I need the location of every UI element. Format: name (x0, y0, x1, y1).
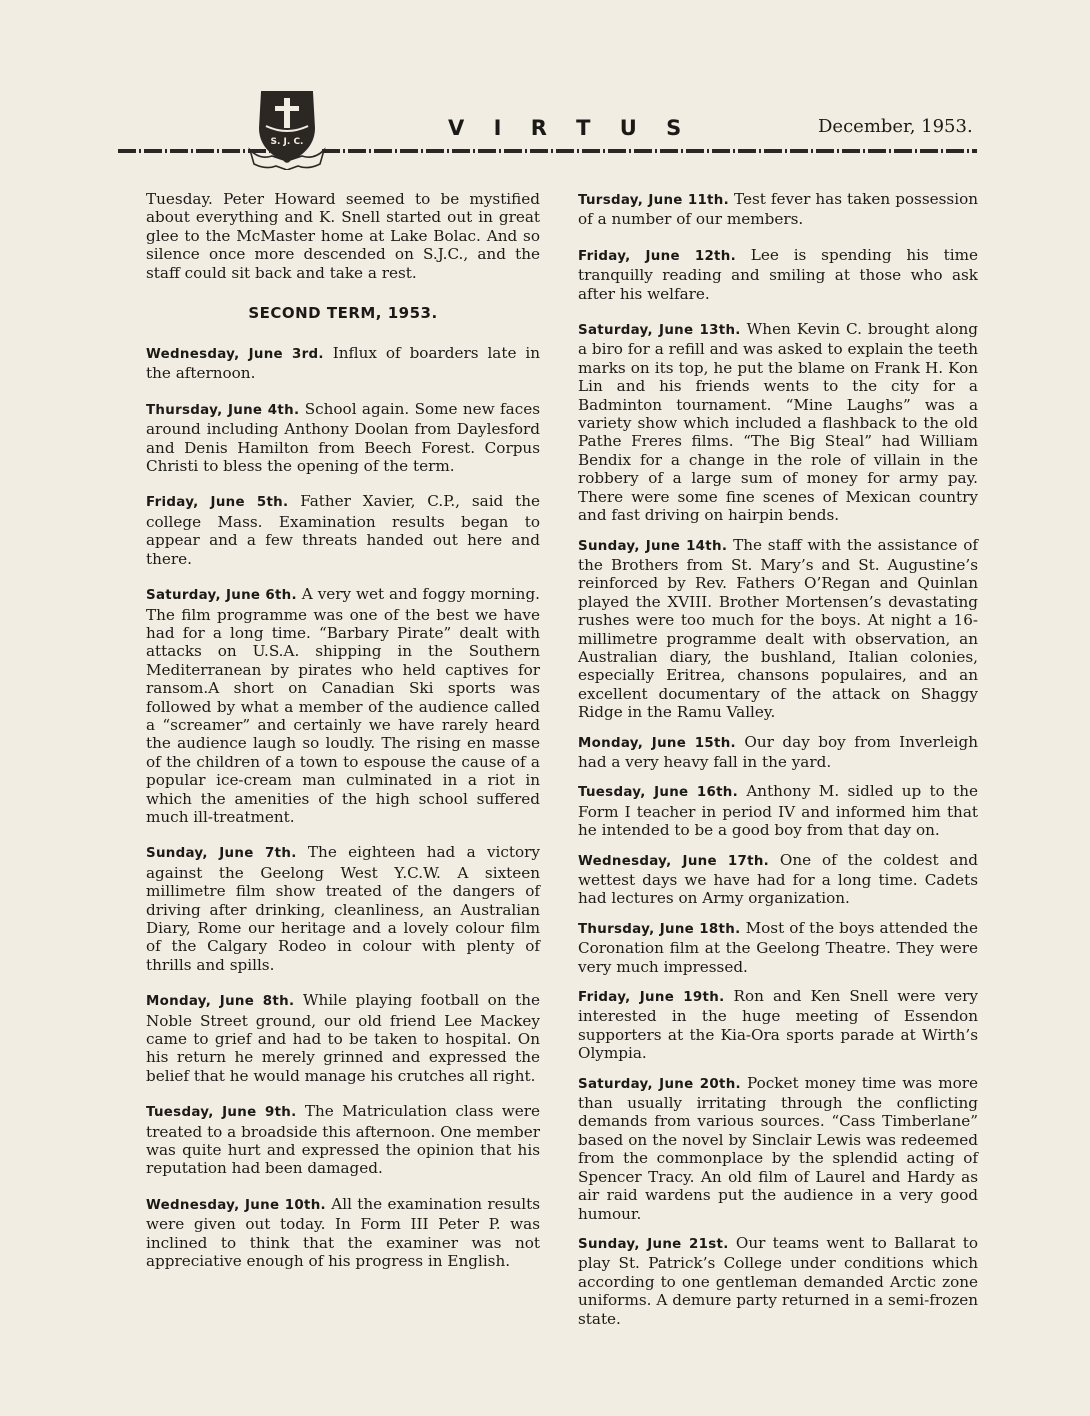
diary-entry (146, 344, 540, 383)
diary-entry (146, 991, 540, 1085)
entry-text: Our day boy from Inverleigh had a very heavy fall in the yard. (578, 732, 978, 771)
magazine-title: V I R T U S (448, 116, 693, 140)
entry-date: Friday, June 12th. (578, 248, 736, 264)
entry-date: Sunday, June 14th. (578, 538, 728, 554)
diary-entry (578, 919, 978, 976)
entry-date: Tuesday, June 9th. (146, 1105, 297, 1121)
svg-text:S. J. C.: S. J. C. (270, 137, 304, 147)
diary-entry (578, 246, 978, 303)
diary-entry (146, 1195, 540, 1271)
entry-text: All the examination results were given out today. In Form III Peter P. was inclined to think that the examiner was not appreciative enough of his progress in English. (146, 1194, 540, 1271)
entry-date: Friday, June 19th. (578, 990, 725, 1006)
entry-date: Saturday, June 20th. (578, 1076, 741, 1092)
diary-entry (146, 585, 540, 826)
intro-paragraph: Tuesday. Peter Howard seemed to be mystified about everything and K. Snell started out in great glee to the McMaster home at Lake Bolac. And so silence once more descended on S.J.C., and the staff could sit back and take a rest. (146, 190, 540, 282)
diary-entry (146, 1102, 540, 1178)
entry-date: Wednesday, June 17th. (578, 853, 770, 869)
entry-date: Monday, June 8th. (146, 994, 295, 1010)
entry-text: While playing football on the Noble Street ground, our old friend Lee Mackey came to grief and had to be taken to hospital. On his return he merely grinned and expressed the belief that he would manage his crutches all right. (146, 991, 541, 1085)
entry-date: Tuesday, June 16th. (578, 785, 739, 801)
entry-text: The eighteen had a victory against the Geelong West Y.C.W. A sixteen millimetre film show treated of the dangers of driving after drinking, cleanliness, an Australian Diary, Rome our heritage and a lovely colour film of the Calgary Rodeo in colour with plenty of thrills and spills. (146, 843, 540, 974)
entry-date: Saturday, June 13th. (578, 323, 741, 339)
diary-entry (578, 1234, 978, 1328)
entry-text: School again. Some new faces around including Anthony Doolan from Daylesford and Denis Hamilton from Beech Forest. Corpus Christi to bless the opening of the term. (146, 399, 540, 476)
entry-date: Wednesday, June 10th. (146, 1197, 326, 1213)
diary-entry (578, 320, 978, 524)
diary-entry (578, 782, 978, 839)
entry-text: Influx of boarders late in the afternoon. (146, 344, 541, 383)
diary-entry (578, 190, 978, 229)
entry-text: The Matriculation class were treated to a broadside this afternoon. One member was quite hurt and expressed the opinion that his reputation had been damaged. (146, 1102, 540, 1178)
diary-entry (146, 843, 540, 974)
entry-date: Saturday, June 6th. (146, 588, 297, 604)
entry-text: One of the coldest and wettest days we have had for a long time. Cadets had lectures on Army organization. (578, 850, 978, 908)
entry-text: The staff with the assistance of the Brothers from St. Mary’s and St. Augustine’s reinforced by Rev. Fathers O’Regan and Quinlan played the XVIII. Brother Mortensen’s devastating rushes were too much for the boys. At night a 16-millimetre programme dealt with observation, an Australian diary, the bushland, Italian colonies, especially Eritrea, chansons populaires, and an excellent documentary of the attack on Shaggy Ridge in the Ramu Valley. (578, 535, 978, 722)
left-column (146, 190, 540, 1288)
entry-text: A very wet and foggy morning. The film programme was one of the best we have had for a long time. “Barbary Pirate” dealt with attacks on U.S.A. shipping in the Southern Mediterranean by pirates who held captives for ransom.A short on Canadian Ski sports was followed by what a member of the audience called a “screamer” and certainly we have rarely heard the audience laugh so loudly. The rising en masse of the children of a town to espouse the cause of a popular ice-cream man culminated in a riot in which the amenities of the high school suffered much ill-treatment. (146, 585, 540, 826)
diary-entry (578, 536, 978, 722)
diary-entry (146, 400, 540, 476)
header-rule-right (322, 149, 977, 153)
college-crest-icon (248, 84, 326, 170)
entry-text: Anthony M. sidled up to the Form I teacher in period IV and informed him that he intended to be a good boy from that day on. (578, 782, 978, 840)
diary-entry (578, 851, 978, 908)
entry-text: Most of the boys attended the Coronation film at the Geelong Theatre. They were very much impressed. (578, 918, 978, 976)
entry-text: Father Xavier, C.P., said the college Mass. Examination results began to appear and a few threats handed out here and there. (146, 492, 540, 568)
diary-entry (578, 1074, 978, 1223)
entry-text: Pocket money time was more than usually irritating through the conflicting demands from various sources. “Cass Timberlane” based on the novel by Sinclair Lewis was redeemed from the commonplace by the splendid acting of Spencer Tracy. An old film of Laurel and Hardy as air raid wardens put the audience in a very good humour. (578, 1073, 978, 1223)
entry-date: Thursday, June 18th. (578, 921, 741, 937)
entry-text: Lee is spending his time tranquilly reading and smiling at those who ask after his welfare. (578, 245, 978, 303)
diary-entry (578, 733, 978, 772)
page-header (0, 0, 1090, 175)
entry-date: Sunday, June 7th. (146, 846, 297, 862)
entry-text: When Kevin C. brought along a biro for a refill and was asked to explain the teeth marks on its top, he put the blame on Frank H. Kon Lin and his friends wents to the city for a Badminton tournament. “Mine Laughs” was a variety show which included a flashback to the old Pathe Freres films. “The Big Steal” had William Bendix for a change in the role of villain in the robbery of a large sum of money for army pay. There were some fine scenes of Mexican country and fast driving on hairpin bends. (578, 320, 978, 525)
right-column (578, 190, 978, 1339)
diary-entry (578, 987, 978, 1063)
entry-date: Sunday, June 21st. (578, 1236, 729, 1252)
entry-date: Tursday, June 11th. (578, 193, 729, 208)
diary-entry (146, 492, 540, 568)
entry-text: Our teams went to Ballarat to play St. Patrick’s College under conditions which according to one gentleman demanded Arctic zone uniforms. A demure party returned in a semi-frozen state. (578, 1233, 978, 1328)
entry-date: Monday, June 15th. (578, 735, 736, 751)
entry-date: Friday, June 5th. (146, 495, 289, 511)
issue-date: December, 1953. (818, 116, 973, 137)
entry-date: Wednesday, June 3rd. (146, 347, 324, 363)
entry-date: Thursday, June 4th. (146, 402, 300, 418)
entry-text: Ron and Ken Snell were very interested in the huge meeting of Essendon supporters at the Kia-Ora sports parade at Wirth’s Olympia. (578, 987, 978, 1063)
entry-text: Test fever has taken possession of a number of our members. (578, 190, 979, 229)
section-heading: SECOND TERM, 1953. (248, 304, 438, 323)
